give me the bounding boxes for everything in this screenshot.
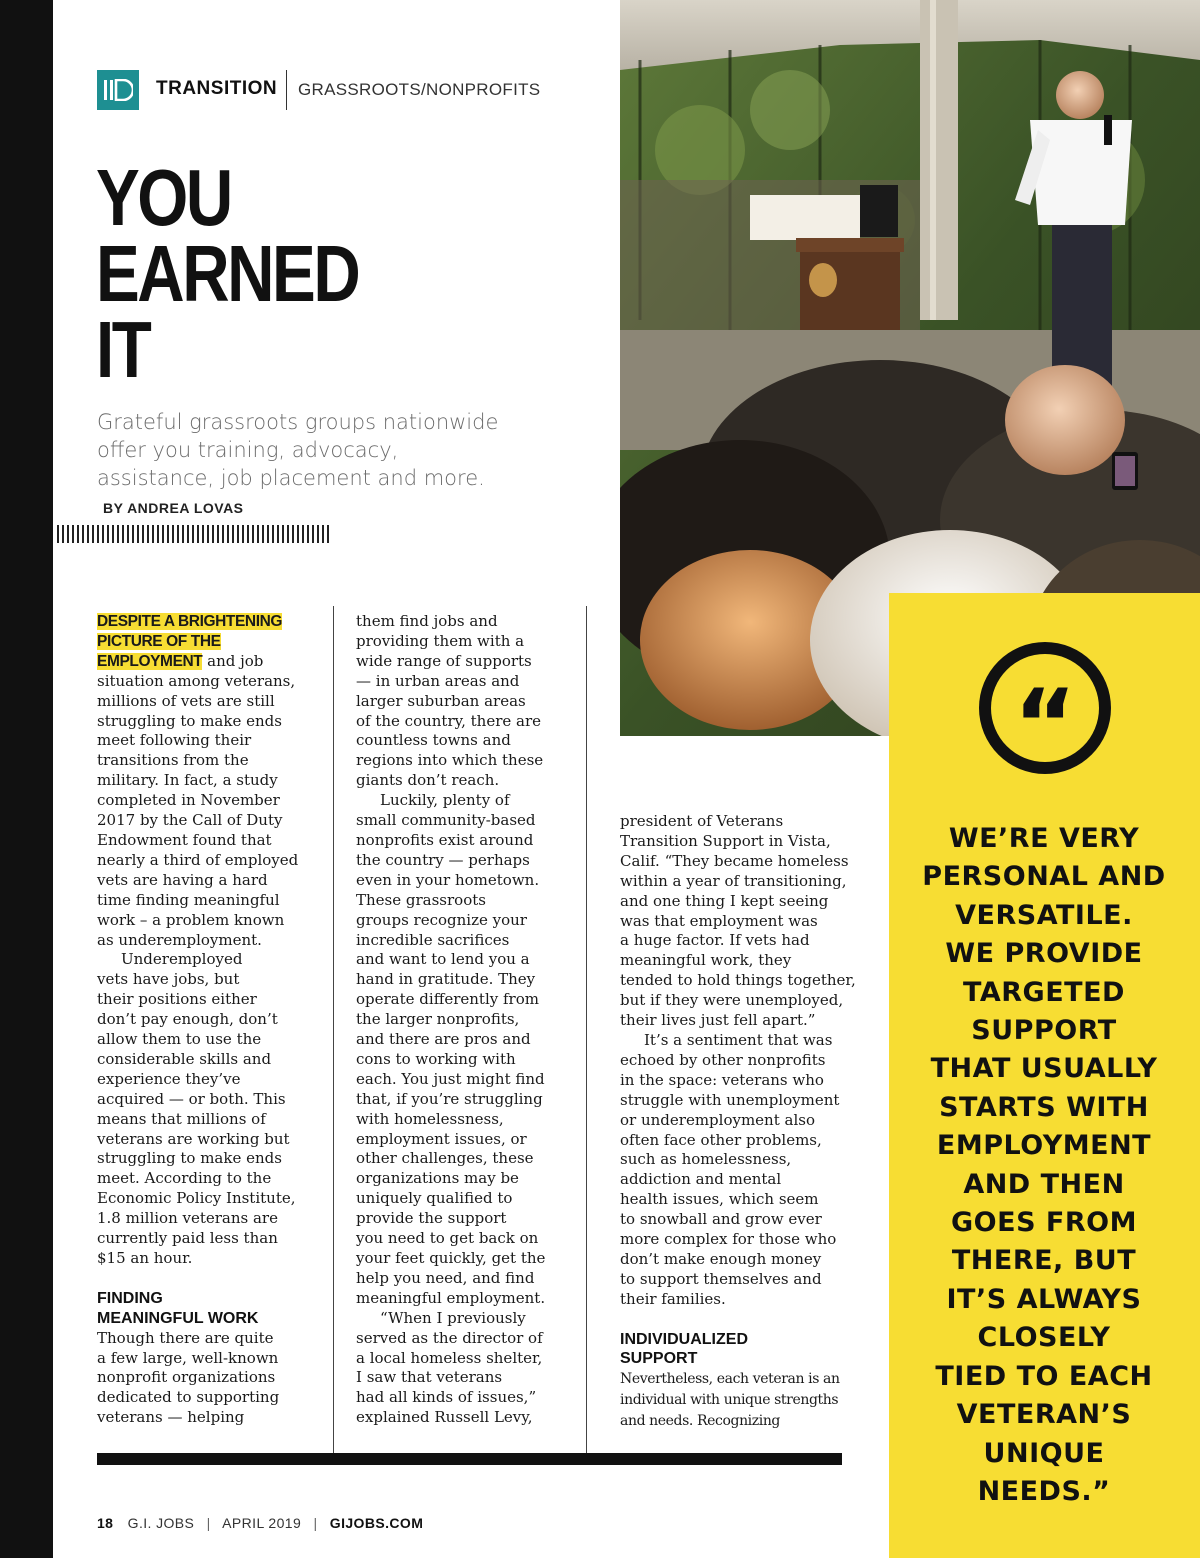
paragraph: Underemployed vets have jobs, but their positions either don’t pay enough, don’t allow them to use the considerable skills and experience they’ve acquired — or both. This means that millions of veterans are working but struggling to make ends meet. According to the Economic Policy Institute, 1.8 million veterans are currently paid less than $15 an hour.	[97, 950, 296, 1267]
website-link[interactable]: GIJOBS.COM	[329, 1515, 424, 1531]
column-rule	[333, 606, 334, 1454]
deck	[97, 408, 517, 522]
body-column-3	[620, 812, 860, 1432]
deck-text: Grateful grassroots groups nationwide offer you training, advocacy, assistance, job placement and more.	[97, 410, 499, 490]
subhead: FINDING MEANINGFUL WORK	[97, 1289, 259, 1327]
left-edge-bar	[0, 0, 53, 1558]
page-number: 18	[97, 1515, 114, 1531]
headline	[96, 153, 359, 394]
paragraph: and job situation among veterans, millions of vets are still struggling to make ends meet following their transitions from the military. In fact, a study completed in November 2017 by the Call of Duty Endowment found that nearly a third of employed vets are having a hard time finding meaningful work – a problem known as underemployment.	[97, 651, 299, 949]
barcode-rule	[57, 525, 329, 543]
headline-line: EARNED	[96, 229, 359, 318]
subsection-label: GRASSROOTS/NONPROFITS	[298, 80, 541, 99]
quote-mark-icon: “	[991, 654, 1099, 762]
body-column-2	[356, 612, 578, 1428]
section-label: TRANSITION	[156, 78, 278, 99]
pull-quote-body: WE’RE VERY PERSONAL AND VERSATILE. WE PROVIDE TARGETED SUPPORT THAT USUALLY STARTS WITH EMPLOYMENT AND THEN GOES FROM THERE, BUT IT’S ALWAYS CLOSELY TIED TO EACH VETERAN’S UNIQUE NEEDS.”	[922, 823, 1166, 1507]
publication-name: G.I. JOBS	[127, 1515, 195, 1531]
byline: BY ANDREA LOVAS	[103, 500, 244, 516]
pull-quote-text	[906, 820, 1182, 1511]
headline-line: YOU	[96, 153, 231, 242]
paragraph: Luckily, plenty of small community-based nonprofits exist around the country — perhaps even in your hometown. These grassroots groups recognize your incredible sacrifices and want to lend you a hand in gratitude. They operate differently from the larger nonprofits, and there are pros and cons to working with each. You just might find that, if you’re struggling with homelessness, employment issues, or other challenges, these organizations may be uniquely qualified to provide the support you need to get back on your feet quickly, get the help you need, and find meaningful employment.	[356, 791, 546, 1307]
footer-separator: |	[206, 1515, 211, 1531]
lead-in: DESPITE A BRIGHTENING PICTURE OF THE EMPLOYMENT	[97, 613, 283, 670]
footer-separator: |	[313, 1515, 318, 1531]
paragraph: It’s a sentiment that was echoed by other nonprofits in the space: veterans who struggle with unemployment or underemployment also often face other problems, such as homelessness, addiction and mental health issues, which seem to snowball and grow ever more complex for those who don’t make enough money to support themselves and their families.	[620, 1030, 840, 1308]
section-divider	[286, 70, 287, 110]
paragraph: president of Veterans Transition Support in Vista, Calif. “They became homeless within a year of transitioning, and one thing I kept seeing was that employment was a huge factor. If vets had meaningful work, they tended to hold things together, but if they were unemployed, their lives just fell apart.”	[620, 812, 856, 1030]
subhead: INDIVIDUALIZED SUPPORT	[620, 1330, 748, 1368]
issue-date: APRIL 2019	[222, 1515, 302, 1531]
footer	[97, 1515, 423, 1531]
column-rule	[586, 606, 587, 1454]
paragraph: Nevertheless, each veteran is an individual with unique strengths and needs. Recognizing	[620, 1371, 840, 1430]
bottom-rule	[97, 1453, 842, 1465]
body-column-1	[97, 612, 317, 1428]
transition-logo-icon	[97, 70, 139, 110]
paragraph: “When I previously served as the director of a local homeless shelter, I saw that veterans had all kinds of issues,” explained Russell Levy,	[356, 1308, 543, 1427]
paragraph: them find jobs and providing them with a wide range of supports — in urban areas and larger suburban areas of the country, there are countless towns and regions into which these giants don’t reach.	[356, 612, 544, 790]
headline-line: IT	[96, 305, 150, 394]
paragraph: Though there are quite a few large, well-known nonprofit organizations dedicated to supporting veterans — helping	[97, 1328, 280, 1427]
